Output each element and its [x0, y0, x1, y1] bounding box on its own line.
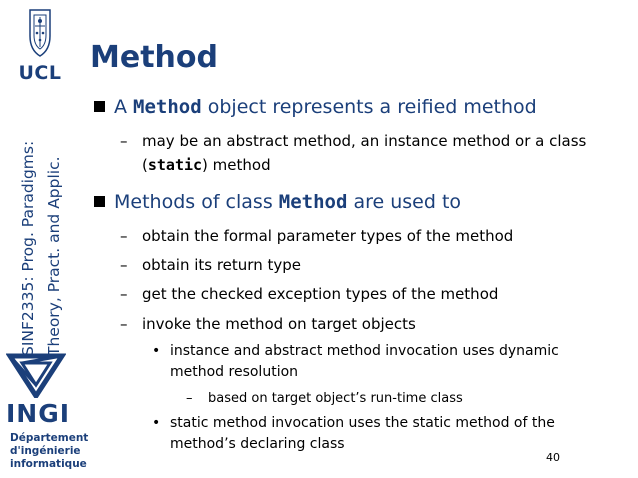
- dash-bullet: –: [120, 285, 128, 303]
- sub-bullet-1-code: static: [147, 156, 203, 174]
- use-item-3: get the checked exception types of the method: [142, 285, 499, 303]
- bullet-2-pre: Methods of class: [114, 191, 279, 213]
- sub-bullet-1-post: ) method: [202, 156, 271, 174]
- sidebar: [0, 0, 89, 478]
- ingi-logo-text: INGI: [6, 399, 71, 428]
- invoke-sub-detail: based on target object’s run-time class: [208, 391, 463, 406]
- dot-bullet: •: [152, 415, 161, 431]
- use-item-4: invoke the method on target objects: [142, 315, 416, 333]
- sub-bullet-1-line-2: [142, 155, 271, 175]
- dash-bullet: –: [120, 256, 128, 274]
- invoke-detail-2-line-2: method’s declaring class: [170, 436, 345, 452]
- department-line-3: informatique: [10, 458, 87, 470]
- slide-title: Method: [90, 40, 218, 75]
- square-bullet-icon: [94, 101, 105, 112]
- bullet-1: [114, 95, 537, 119]
- dash-bullet: –: [186, 391, 193, 406]
- dash-bullet: –: [120, 227, 128, 245]
- course-code: SINF2335: Prog. Paradigms:: [19, 140, 37, 356]
- sub-bullet-1-pre: (: [142, 156, 148, 174]
- ucl-logo-text: UCL: [18, 62, 62, 84]
- department-line-2: d'ingénierie: [10, 445, 81, 457]
- bullet-1-post: object represents a reified method: [201, 96, 537, 118]
- page-number: 40: [546, 451, 560, 464]
- course-label: [14, 98, 72, 356]
- ingi-logo-icon: [6, 352, 66, 398]
- bullet-2-post: are used to: [347, 191, 462, 213]
- invoke-detail-1-line-1: instance and abstract method invocation uses dynamic: [170, 343, 559, 359]
- dot-bullet: •: [152, 343, 161, 359]
- invoke-detail-2-line-1: static method invocation uses the static method of the: [170, 415, 555, 431]
- dash-bullet: –: [120, 315, 128, 333]
- square-bullet-icon: [94, 196, 105, 207]
- bullet-1-pre: A: [114, 96, 134, 118]
- bullet-1-code: Method: [133, 96, 202, 118]
- use-item-1: obtain the formal parameter types of the method: [142, 227, 514, 245]
- bullet-2: [114, 190, 461, 214]
- bullet-2-code: Method: [278, 191, 348, 213]
- course-subtitle: Theory, Pract. and Applic.: [45, 156, 63, 356]
- department-line-1: Département: [10, 432, 89, 444]
- use-item-2: obtain its return type: [142, 256, 301, 274]
- ucl-crest-icon: [26, 6, 54, 58]
- sub-bullet-1-line-1: may be an abstract method, an instance method or a class: [142, 132, 587, 150]
- invoke-detail-1-line-2: method resolution: [170, 364, 299, 380]
- dash-bullet: –: [120, 132, 128, 150]
